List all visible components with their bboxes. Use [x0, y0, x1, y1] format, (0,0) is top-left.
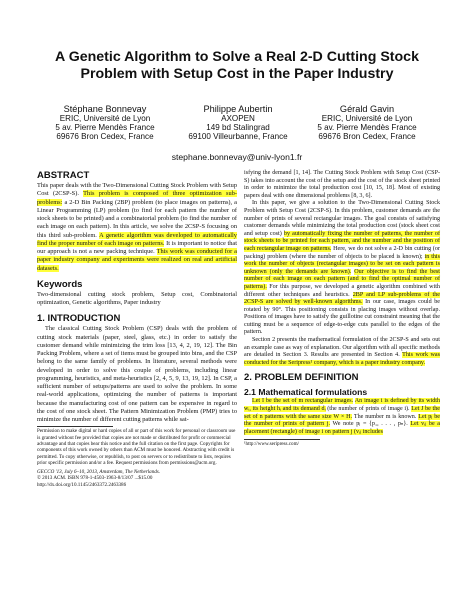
right-paragraph-1: isfying the demand [1, 14]. The Cutting Stock Problem with Setup Cost (CSP-S) takes into account the cost of the setup and the cost of the stock sheet printed in order to minimize the total production cost [10, 15, 18]. Most of existing papers deal with one dimensional problems [8, 3, 6].	[244, 170, 440, 199]
introduction-heading: 1. INTRODUCTION	[37, 313, 121, 325]
math-formulation-heading: 2.1 Mathematical formulations	[244, 387, 368, 398]
author-3	[302, 104, 432, 142]
abstract-paragraph	[37, 182, 237, 273]
introduction-text: The classical Cutting Stock Problem (CSP) deals with the problem of cutting stock materials (paper, steel, glass, etc.) in order to satisfy the customer demand while minimizing the trim loss [13, 4, 2, 19, 12]. The Bin Packing Problem, where a set of items must be grouped into bins, and the CSP belong to the same family of problems. In literature, several methods were developed in order to solve this couple of problems, including linear programming, heuristics, and meta-heuristics [2, 4, 5, 9, 13, 19, 12]. In CSP, a sufficient number of setups/patterns are used to solve the problem. In some real-world applications, optimizing the number of patterns is important because the manufacturing cost of one pattern can be expensive in regard to the cost of one stock sheet. The Pattern Minimization Problem (PMP) tries to minimize the number of different cutting patterns while sat-	[37, 325, 237, 423]
math-text-1: (the number of prints of image i).	[327, 406, 410, 413]
author-3-org: ERIC, Université de Lyon	[321, 114, 413, 123]
author-block	[0, 104, 474, 150]
abstract-text-1: This paper deals with the Two-Dimensional Cutting Stock Problem with Setup Cost (2CSP-S).	[37, 182, 237, 198]
contact-email[interactable]: stephane.bonnevay@univ-lyon1.fr	[171, 152, 303, 162]
right-paragraph-3	[244, 337, 440, 367]
p2-highlight-2: in this work the number of objects (rectangular images) to be set on each pattern is unknown (only the demands are known).	[244, 253, 440, 275]
paper-title	[20, 49, 454, 83]
abstract-highlight-1: This problem is composed of three optimization sub-problems:	[37, 190, 237, 206]
math-highlight-4: Let pⱼ be the number of prints of pattern j.	[244, 413, 440, 428]
p2-text-4: In our case, images could be rotated by 90°. This positioning consists in placing images without overlap. Positions of images have to satisfy the guillotine cut constraint meaning that the cutting must be a sequence of edge-to-edge cuts parallel to the edges of the pattern.	[244, 299, 440, 336]
abstract-text-3: It is important to notice that our approach is not a new packing technique.	[37, 239, 237, 255]
math-highlight-5: Let vᵢⱼ be a placement (rectangle) of image i on pattern j (vᵢⱼ includes	[244, 421, 440, 435]
author-1-name: Stéphane Bonnevay	[63, 104, 147, 114]
author-2-address-2: 69100 Villeurbanne, France	[188, 131, 288, 141]
math-text-3: We note pⱼ = {p₁, . . . , pₙ}.	[332, 421, 408, 428]
left-column	[37, 170, 237, 488]
author-3-name: Gérald Gavin	[339, 104, 395, 114]
abstract-heading: ABSTRACT	[37, 170, 90, 181]
abstract-text-2: a 2-D Bin Packing (2BP) problem (to place images on patterns), a Linear Programming (LP) problem (to find for each pattern the number of stock sheets to be printed) and a combinatorial problem (to find the number of each image on each pattern). In this article, we solve the 2CSP-S focusing on this third sub-problem.	[37, 198, 237, 239]
author-3-address-2: 69676 Bron Cedex, France	[318, 131, 416, 141]
author-2-name: Philippe Aubertin	[203, 104, 273, 114]
math-paragraph	[244, 398, 440, 436]
p2-highlight-4: 2BP and LP sub-problems of the 2CSP-S are solved by well-known algorithms.	[244, 291, 440, 306]
right-paragraph-2	[244, 200, 440, 337]
author-1-address-2: 69676 Bron Cedex, France	[56, 131, 154, 141]
right-column	[244, 170, 440, 448]
right-footnote-divider	[244, 439, 320, 440]
author-1-address-1: 5 av. Pierre Mendès France	[55, 122, 155, 132]
author-2-address-1: 149 bd Stalingrad	[206, 122, 270, 132]
p2-text-3: For this purpose, we developed a genetic algorithm combined with different other techniques and heuristics.	[244, 283, 440, 298]
p2-highlight-3: Our objective is to find the best number of each image on each pattern (and to find the optimal number of patterns).	[244, 268, 440, 290]
math-highlight-3: Let J be the set of n patterns with the same size W × H.	[244, 406, 440, 420]
math-text-2: The number m is known.	[353, 413, 417, 420]
paper-title-line-2: Problem with Setup Cost in the Paper Industry	[80, 66, 394, 82]
author-1-org: ERIC, Université de Lyon	[59, 114, 151, 123]
conference-footnote: GECCO '13, July 6–10, 2013, Amsterdam, The Netherlands.	[37, 468, 161, 475]
p2-highlight-1: by automatically fixing the number of patterns, the number of stock sheets to be printed for each pattern, and the number and the position of each rectangular image on patterns.	[244, 230, 441, 252]
p3-highlight-1: This work was conducted for the Seripress¹ company, which is a paper industry company.	[244, 352, 440, 366]
permission-footnote: Permission to make digital or hard copies of all or part of this work for personal or classroom use is granted without fee provided that copies are not made or distributed for profit or commercial advantage and that copies bear this notice and the full citation on the first page. Copyrights for components of this work owned by others than ACM must be honored. Abstracting with credit is permitted. To copy otherwise, or republish, to post on servers or to redistribute to lists, requires prior specific permission and/or a fee. Request permissions from permissions@acm.org.	[37, 428, 236, 467]
doi-footnote[interactable]: http://dx.doi.org/10.1145/2463372.2463386	[37, 481, 127, 488]
abstract-highlight-3: This work was conducted for a paper industry company and experiments were realized on real and artificial datasets.	[37, 248, 237, 272]
problem-definition-heading: 2. PROBLEM DEFINITION	[244, 372, 359, 384]
author-1	[40, 104, 170, 142]
keywords-heading: Keywords	[37, 278, 83, 290]
p2-text-1: In this paper, we give a solution to the Two-Dimensional Cutting Stock Problem with Setup Cost (2CSP-S). In this problem, customer demands are the number of prints of several rectangular images. The goal consists of satisfying customer demands while minimizing the total production cost (stock sheet cost and setup cost)	[244, 200, 440, 237]
paper-title-line-1: A Genetic Algorithm to Solve a Real 2-D Cutting Stock	[55, 49, 419, 65]
author-3-address-1: 5 av. Pierre Mendès France	[317, 122, 417, 132]
math-highlight-2: An image i is defined by its width wᵢ, its height hᵢ and its demand dᵢ	[244, 398, 441, 413]
isbn-footnote: © 2013 ACM. ISBN 978-1-4503-1963-8/13/07 ...$15.00	[37, 475, 153, 482]
author-2-org: AXOPEN	[221, 114, 255, 123]
p3-text-1: Section 2 presents the mathematical formulation of the 2CSP-S and sets out an example case as way of explanation. Our algorithm with all specific methods are detailed in Section 3. Results are presented in Section 4.	[244, 337, 440, 359]
author-2	[178, 104, 298, 142]
abstract-highlight-2: A genetic algorithm was developed to automatically find the proper number of each image on patterns.	[37, 231, 237, 247]
seripress-footnote[interactable]: ¹http://www.seripress.com/	[244, 441, 299, 448]
math-highlight-1: Let I be the set of m rectangular images.	[252, 398, 354, 405]
keywords-text: Two-dimensional cutting stock problem, Setup cost, Combinatorial optimization, Genetic algorithms, Paper industry	[37, 290, 237, 306]
p2-text-2: Here, we do not solve a 2-D bin cutting (or packing) problem (where the number of objects to be placed is known);	[244, 245, 440, 260]
